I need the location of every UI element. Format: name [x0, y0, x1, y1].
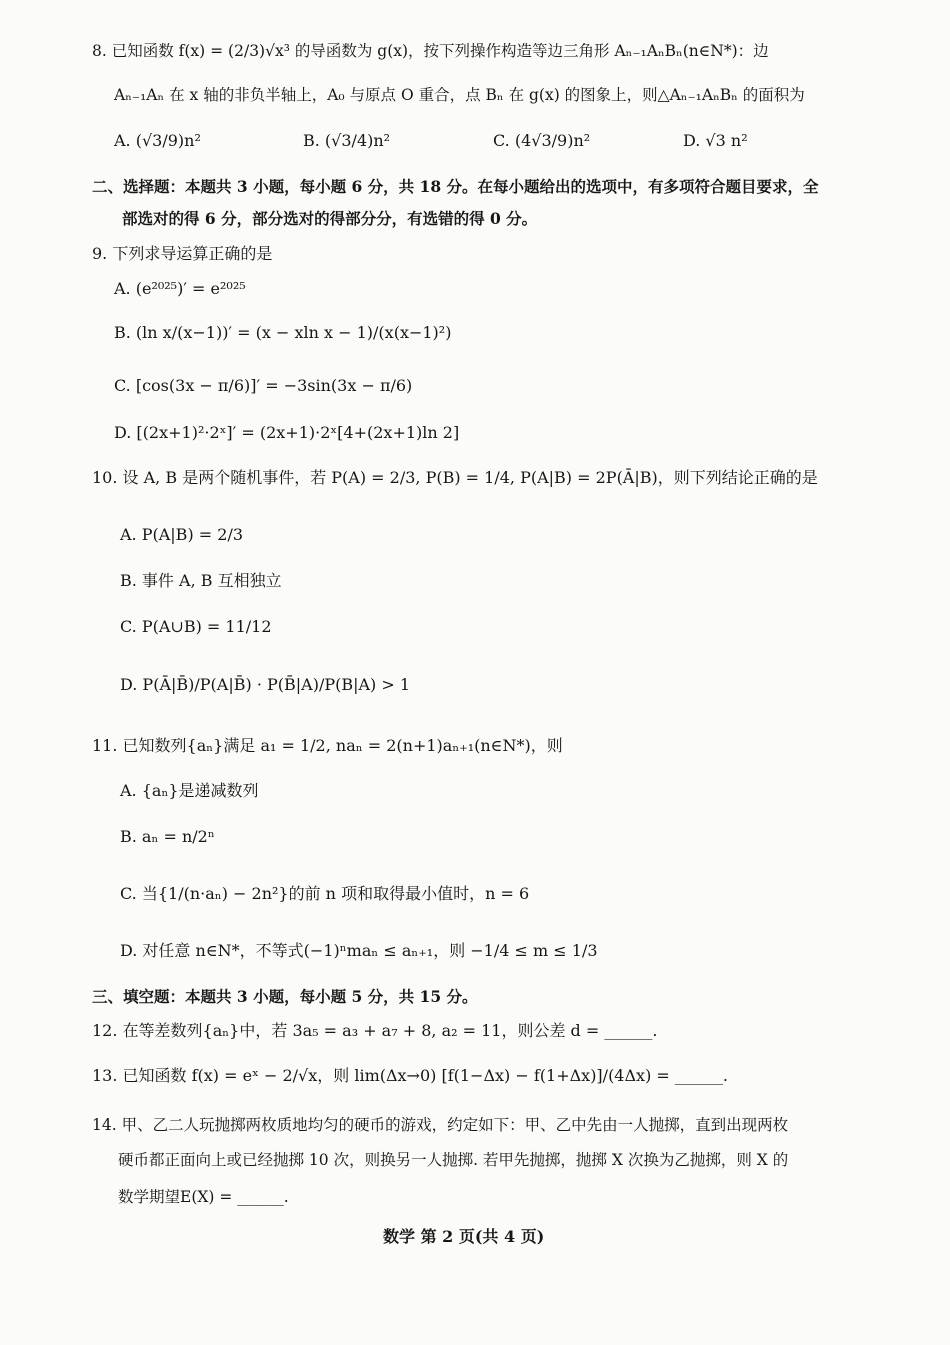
q14-line1: 14. 甲、乙二人玩抛掷两枚质地均匀的硬币的游戏，约定如下：甲、乙中先由一人抛掷，直到出现两枚 [92, 1116, 789, 1134]
q8-option-a: A. (√3/9)n² [114, 131, 201, 150]
q10-option-a: A. P(A|B) = 2/3 [120, 525, 244, 544]
q11-option-d: D. 对任意 n∈N*，不等式(−1)ⁿmaₙ ≤ aₙ₊₁，则 −1/4 ≤ m ≤ 1/3 [120, 941, 598, 960]
q8-option-b: B. (√3/4)n² [303, 131, 391, 150]
section2-heading-line2: 部选对的得 6 分，部分选对的得部分分，有选错的得 0 分。 [122, 209, 538, 228]
q10-option-b: B. 事件 A, B 互相独立 [120, 571, 282, 590]
section3-heading: 三、填空题：本题共 3 小题，每小题 5 分，共 15 分。 [92, 987, 478, 1006]
q11-option-a: A. {aₙ}是递减数列 [120, 781, 259, 800]
q10-option-d: D. P(Ā|B̄)/P(A|B̄) · P(B̄|A)/P(B|A) > 1 [120, 675, 411, 694]
q14-line2: 硬币都正面向上或已经抛掷 10 次，则换另一人抛掷. 若甲先抛掷，抛掷 X 次换为乙抛掷，则 X 的 [118, 1151, 789, 1169]
page-footer: 数学 第 2 页(共 4 页) [383, 1227, 545, 1246]
q10-stem: 10. 设 A, B 是两个随机事件，若 P(A) = 2/3, P(B) = 1/4, P(A|B) = 2P(Ā|B)，则下列结论正确的是 [92, 468, 818, 487]
q8-option-c: C. (4√3/9)n² [493, 131, 591, 150]
q12: 12. 在等差数列{aₙ}中，若 3a₅ = a₃ + a₇ + 8, a₂ = 11，则公差 d = ______. [92, 1021, 658, 1040]
q8-option-d: D. √3 n² [683, 131, 748, 150]
q11-option-c: C. 当{1/(n·aₙ) − 2n²}的前 n 项和取得最小值时，n = 6 [120, 884, 530, 903]
q9-option-d: D. [(2x+1)²·2ˣ]′ = (2x+1)·2ˣ[4+(2x+1)ln 2] [114, 423, 460, 442]
q10-option-c: C. P(A∪B) = 11/12 [120, 617, 272, 636]
q9-option-b: B. (ln x/(x−1))′ = (x − xln x − 1)/(x(x−1)²) [114, 323, 452, 342]
q11-stem: 11. 已知数列{aₙ}满足 a₁ = 1/2, naₙ = 2(n+1)aₙ₊₁(n∈N*)，则 [92, 736, 563, 755]
q14-line3: 数学期望E(X) = ______. [118, 1188, 289, 1206]
q8-line1: 8. 已知函数 f(x) = (2/3)√x³ 的导函数为 g(x)，按下列操作构造等边三角形 Aₙ₋₁AₙBₙ(n∈N*)：边 [92, 42, 769, 60]
q9-option-a: A. (e²⁰²⁵)′ = e²⁰²⁵ [114, 279, 246, 298]
q9-option-c: C. [cos(3x − π/6)]′ = −3sin(3x − π/6) [114, 376, 413, 395]
q9-stem: 9. 下列求导运算正确的是 [92, 244, 273, 263]
section2-heading-line1: 二、选择题：本题共 3 小题，每小题 6 分，共 18 分。在每小题给出的选项中，有多项符合题目要求，全 [92, 177, 819, 196]
q8-line2: Aₙ₋₁Aₙ 在 x 轴的非负半轴上，A₀ 与原点 O 重合，点 Bₙ 在 g(x) 的图象上，则△Aₙ₋₁AₙBₙ 的面积为 [114, 86, 805, 104]
q13: 13. 已知函数 f(x) = eˣ − 2/√x，则 lim(Δx→0) [f(1−Δx) − f(1+Δx)]/(4Δx) = ______. [92, 1066, 728, 1085]
q11-option-b: B. aₙ = n/2ⁿ [120, 827, 215, 846]
